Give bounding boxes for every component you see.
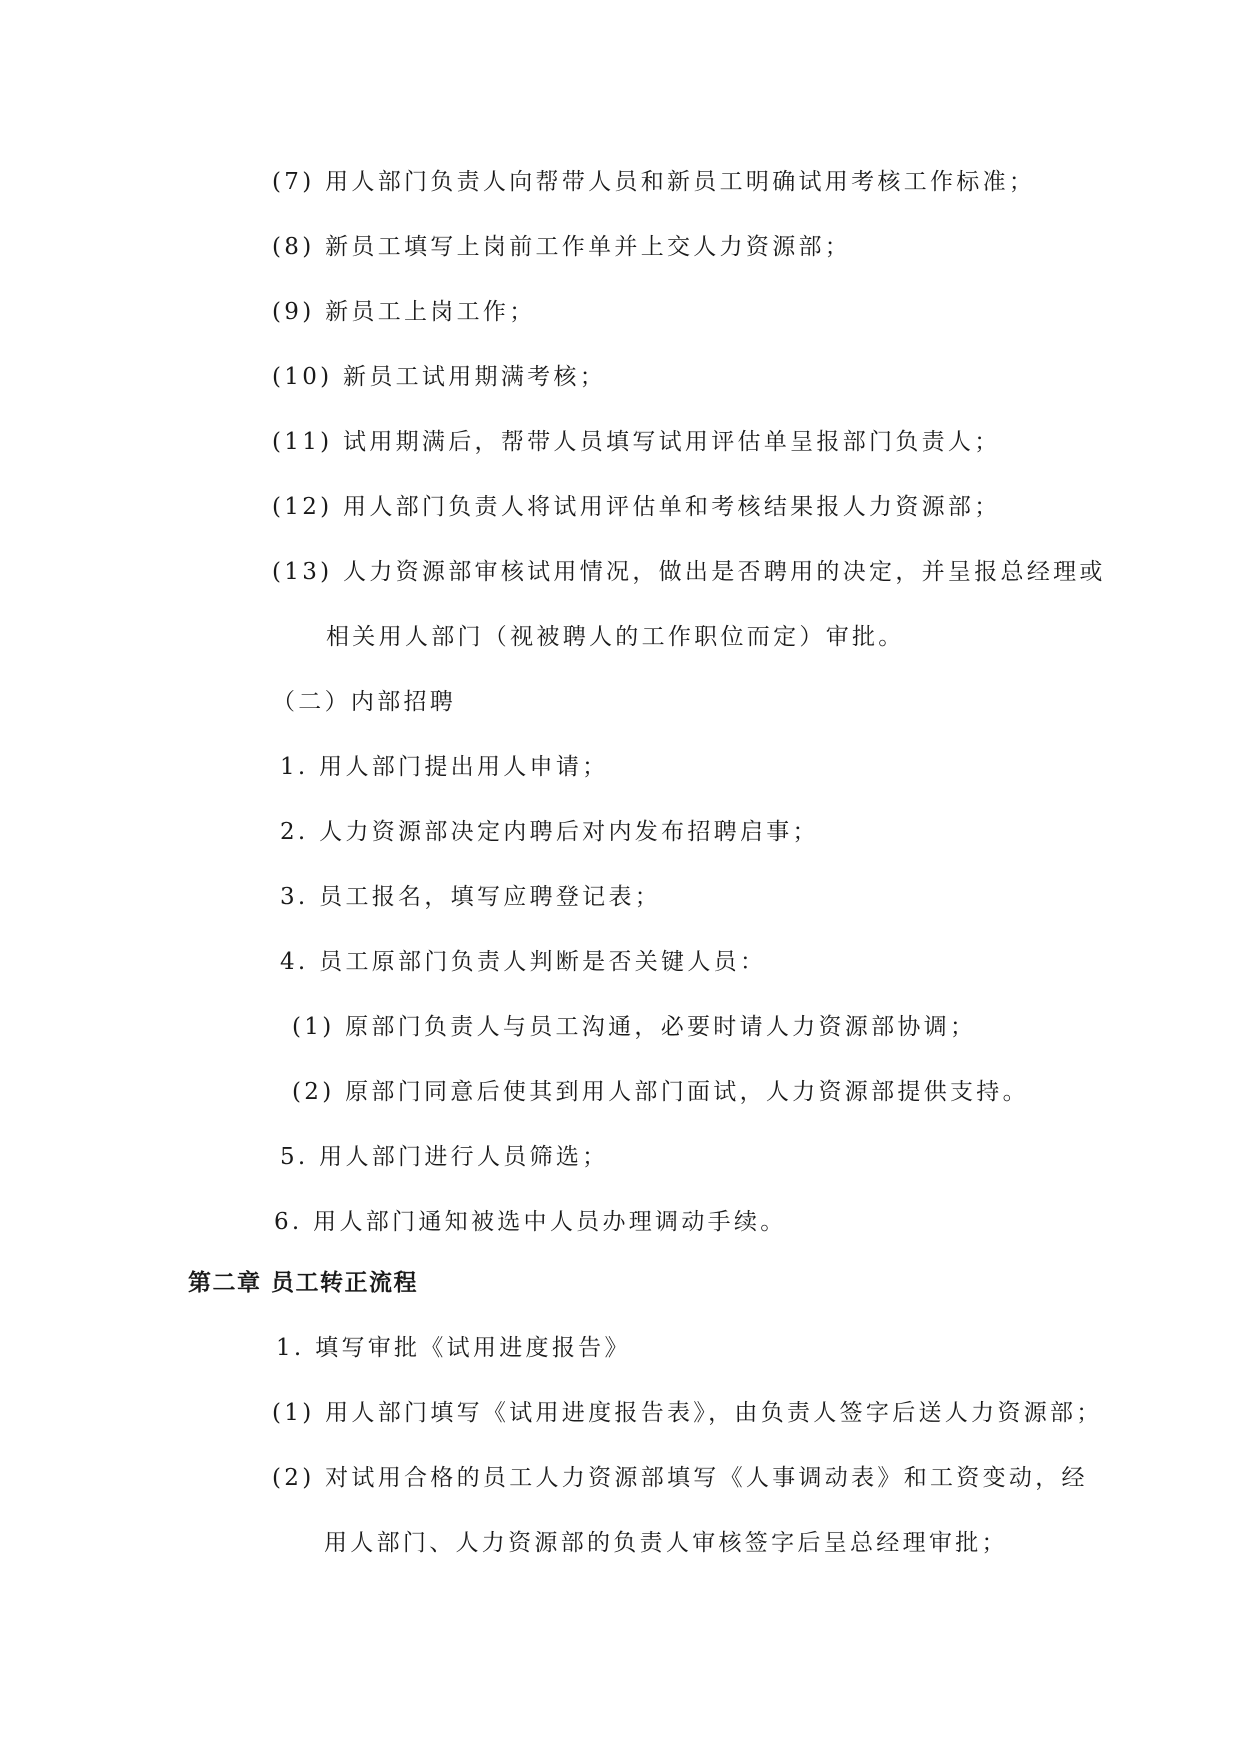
list-item: (8) 新员工填写上岗前工作单并上交人力资源部；: [272, 234, 852, 260]
list-item: 5. 用人部门进行人员筛选；: [280, 1144, 609, 1170]
list-item: (1) 用人部门填写《试用进度报告表》，由负责人签字后送人力资源部；: [272, 1400, 1103, 1426]
list-item-continuation: 用人部门、人力资源部的负责人审核签字后呈总经理审批；: [324, 1530, 1008, 1556]
list-item: 2. 人力资源部决定内聘后对内发布招聘启事；: [280, 819, 819, 845]
list-item: (2) 对试用合格的员工人力资源部填写《人事调动表》和工资变动，经: [272, 1465, 1088, 1491]
list-item: (1) 原部门负责人与员工沟通，必要时请人力资源部协调；: [292, 1014, 977, 1040]
list-item: 1. 填写审批《试用进度报告》: [276, 1335, 631, 1361]
section-heading: （二）内部招聘: [272, 689, 457, 715]
list-item: (9) 新员工上岗工作；: [272, 299, 536, 325]
list-item: (2) 原部门同意后使其到用人部门面试，人力资源部提供支持。: [292, 1079, 1029, 1105]
list-item: (10) 新员工试用期满考核；: [272, 364, 607, 390]
list-item: 4. 员工原部门负责人判断是否关键人员：: [280, 949, 767, 975]
list-item: (7) 用人部门负责人向帮带人员和新员工明确试用考核工作标准；: [272, 169, 1036, 195]
list-item: (13) 人力资源部审核试用情况，做出是否聘用的决定，并呈报总经理或: [272, 559, 1106, 585]
list-item: 3. 员工报名，填写应聘登记表；: [280, 884, 662, 910]
list-item: 6. 用人部门通知被选中人员办理调动手续。: [274, 1209, 787, 1235]
list-item: (12) 用人部门负责人将试用评估单和考核结果报人力资源部；: [272, 494, 1001, 520]
chapter-heading: 第二章 员工转正流程: [188, 1270, 419, 1296]
list-item-continuation: 相关用人部门（视被聘人的工作职位而定）审批。: [326, 624, 905, 650]
list-item: 1. 用人部门提出用人申请；: [280, 754, 609, 780]
list-item: (11) 试用期满后，帮带人员填写试用评估单呈报部门负责人；: [272, 429, 1001, 455]
